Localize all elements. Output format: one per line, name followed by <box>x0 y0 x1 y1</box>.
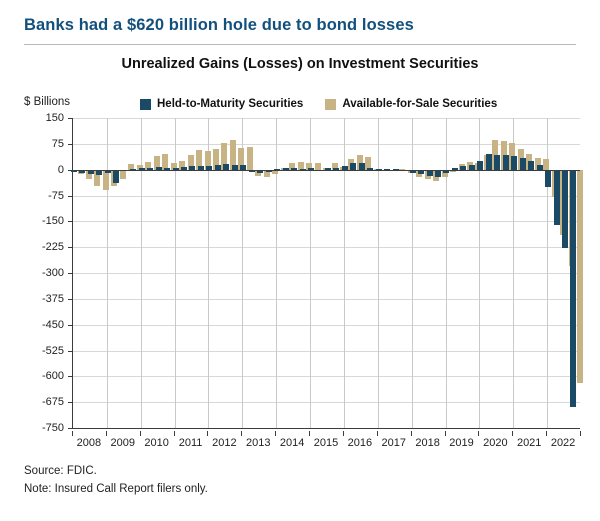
y-tick-label: -150 <box>41 215 64 228</box>
y-tick <box>68 247 73 248</box>
y-axis <box>0 112 70 434</box>
y-tick <box>68 299 73 300</box>
bar <box>545 170 551 187</box>
year-separator <box>378 118 379 428</box>
bar <box>503 155 509 169</box>
header-divider <box>24 44 576 45</box>
x-tick <box>411 431 412 436</box>
y-tick <box>68 325 73 326</box>
gridline <box>73 299 580 300</box>
bar <box>543 159 549 169</box>
zero-line <box>73 170 580 171</box>
bar <box>350 163 356 170</box>
year-separator <box>446 118 447 428</box>
plot-area <box>72 118 580 428</box>
x-tick-label: 2008 <box>76 437 102 449</box>
x-tick-label: 2013 <box>246 437 271 449</box>
x-tick-label: 2011 <box>178 437 203 449</box>
legend-item-afs <box>325 98 497 110</box>
x-tick <box>512 431 513 436</box>
footnotes <box>24 462 208 499</box>
bar <box>520 158 526 170</box>
legend-item-htm <box>140 98 303 110</box>
source-note: Source: FDIC. <box>24 465 97 477</box>
x-tick <box>174 431 175 436</box>
plot-wrapper <box>0 112 600 449</box>
method-note: Note: Insured Call Report filers only. <box>24 483 208 496</box>
y-tick <box>68 402 73 403</box>
chart-title: Unrealized Gains (Losses) on Investment Securities <box>121 56 479 72</box>
x-tick-label: 2020 <box>483 437 508 449</box>
y-tick-label: 0 <box>57 163 64 176</box>
x-tick <box>309 431 310 436</box>
x-tick-label: 2012 <box>212 437 237 449</box>
bar <box>577 170 583 384</box>
x-tick <box>140 431 141 436</box>
y-tick <box>68 144 73 145</box>
x-tick <box>106 431 107 436</box>
chart-legend <box>140 98 497 110</box>
x-tick <box>377 431 378 436</box>
bar <box>511 156 517 170</box>
x-tick-label: 2022 <box>550 437 576 449</box>
x-tick-label: 2016 <box>347 437 373 449</box>
gridline <box>73 402 580 403</box>
bar <box>570 170 576 408</box>
legend-swatch-afs <box>325 99 336 110</box>
y-tick-label: 75 <box>51 137 64 150</box>
y-tick <box>68 351 73 352</box>
gridline <box>73 221 580 222</box>
gridline <box>73 273 580 274</box>
y-tick <box>68 118 73 119</box>
y-tick-label: -300 <box>41 267 64 279</box>
bar <box>247 147 253 170</box>
x-tick-label: 2021 <box>516 437 542 449</box>
x-axis-line <box>72 428 580 429</box>
legend-label-afs: Available-for-Sale Securities <box>342 98 498 110</box>
gridline <box>73 247 580 248</box>
bar <box>113 170 119 184</box>
y-tick-label: -225 <box>41 241 64 254</box>
bar <box>477 161 483 170</box>
bar <box>486 154 492 170</box>
legend-label-htm: Held-to-Maturity Securities <box>157 98 304 110</box>
x-tick <box>343 431 344 436</box>
x-tick <box>207 431 208 436</box>
year-separator <box>412 118 413 428</box>
gridline <box>73 351 580 352</box>
x-tick <box>546 431 547 436</box>
gridline <box>73 196 580 197</box>
bar <box>554 170 560 226</box>
x-tick-label: 2015 <box>313 437 339 449</box>
y-tick-label: -750 <box>41 422 64 434</box>
bar <box>562 170 568 249</box>
y-tick-label: 150 <box>45 112 64 124</box>
y-tick-label: -600 <box>41 370 64 383</box>
x-tick-label: 2017 <box>381 437 406 449</box>
year-separator <box>344 118 345 428</box>
x-tick <box>275 431 276 436</box>
gridline <box>73 325 580 326</box>
y-tick <box>68 196 73 197</box>
x-tick <box>445 431 446 436</box>
y-axis-unit-label: $ Billions <box>24 96 71 108</box>
legend-swatch-htm <box>140 99 151 110</box>
page-headline: Banks had a $620 billion hole due to bond losses <box>24 16 414 34</box>
x-tick <box>241 431 242 436</box>
y-tick <box>68 221 73 222</box>
x-tick-label: 2014 <box>279 437 305 449</box>
x-tick-label: 2018 <box>415 437 440 449</box>
x-tick <box>72 431 73 436</box>
x-axis-labels <box>72 431 580 451</box>
y-tick-label: -675 <box>41 396 64 409</box>
gridline <box>73 118 580 119</box>
y-tick <box>68 273 73 274</box>
y-tick-label: -375 <box>41 292 64 305</box>
bar <box>528 161 534 170</box>
year-separator <box>107 118 108 428</box>
gridline <box>73 376 580 377</box>
bar <box>435 170 441 177</box>
x-tick <box>478 431 479 436</box>
y-tick-label: -450 <box>41 318 64 331</box>
y-tick <box>68 376 73 377</box>
bar <box>494 155 500 170</box>
year-separator <box>276 118 277 428</box>
x-tick-label: 2019 <box>449 437 474 449</box>
y-tick-label: -75 <box>48 189 64 202</box>
x-tick <box>580 431 581 436</box>
x-tick-label: 2010 <box>144 437 169 449</box>
x-tick-label: 2009 <box>110 437 136 449</box>
y-tick-label: -525 <box>41 344 64 357</box>
